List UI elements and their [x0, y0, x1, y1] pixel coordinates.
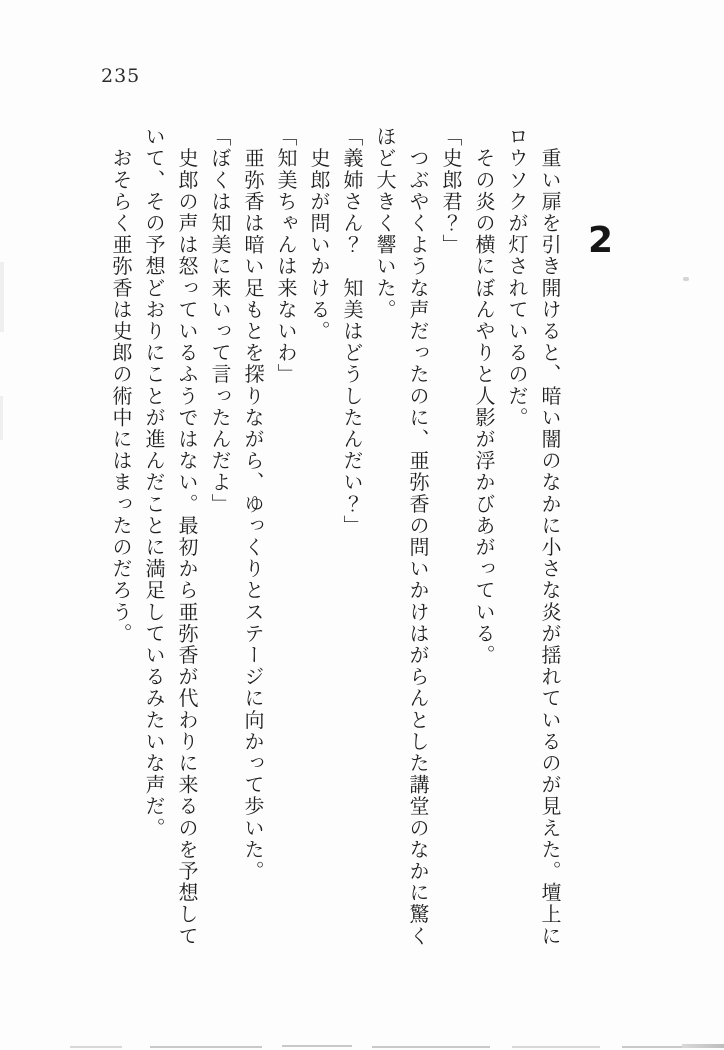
text-line: つぶやくような声だったのに、亜弥香の問いかけはがらんとした講堂のなかに驚く: [406, 126, 430, 947]
text-line: ロウソクが灯されているのだ。: [505, 126, 529, 429]
body-text: [104, 126, 566, 954]
text-line: いて、その予想どおりにことが進んだことに満足しているみたいな声だ。: [142, 126, 166, 839]
scan-artifact-line: [622, 1046, 682, 1048]
scan-artifact-corner: [682, 1044, 724, 1048]
text-line: 史郎の声は怒っているふうではない。最初から亜弥香が代わりに来るのを予想して: [175, 126, 199, 947]
scan-artifact-line: [282, 1045, 352, 1047]
section-number: 2: [588, 220, 614, 261]
text-line: 史郎が問いかける。: [307, 126, 331, 342]
text-line: その炎の横にぼんやりと人影が浮かびあがっている。: [472, 126, 496, 666]
text-line: 「知美ちゃんは来ないわ」: [274, 126, 298, 386]
text-line: おそらく亜弥香は史郎の術中にはまったのだろう。: [109, 126, 133, 645]
text-line: 重い扉を引き開けると、暗い闇のなかに小さな炎が揺れているのが見えた。壇上に: [538, 126, 562, 947]
scan-artifact-line: [70, 1046, 122, 1048]
text-line: 亜弥香は暗い足もとを探りながら、ゆっくりとステージに向かって歩いた。: [241, 126, 265, 882]
text-line: 「義姉さん？ 知美はどうしたんだい？」: [340, 126, 364, 537]
text-line: ほど大きく響いた。: [373, 126, 397, 321]
text-line: 「史郎君？」: [439, 126, 463, 256]
scan-artifact-line: [150, 1046, 262, 1048]
page-number: 235: [101, 65, 141, 87]
scan-artifact-line: [512, 1046, 600, 1048]
scan-artifact-smudge: [0, 396, 3, 440]
text-line: 「ぼくは知美に来いって言ったんだよ」: [208, 126, 232, 515]
scan-artifact-smudge: [0, 262, 4, 332]
scan-artifact-speck: [683, 277, 689, 281]
scan-artifact-line: [372, 1046, 490, 1048]
